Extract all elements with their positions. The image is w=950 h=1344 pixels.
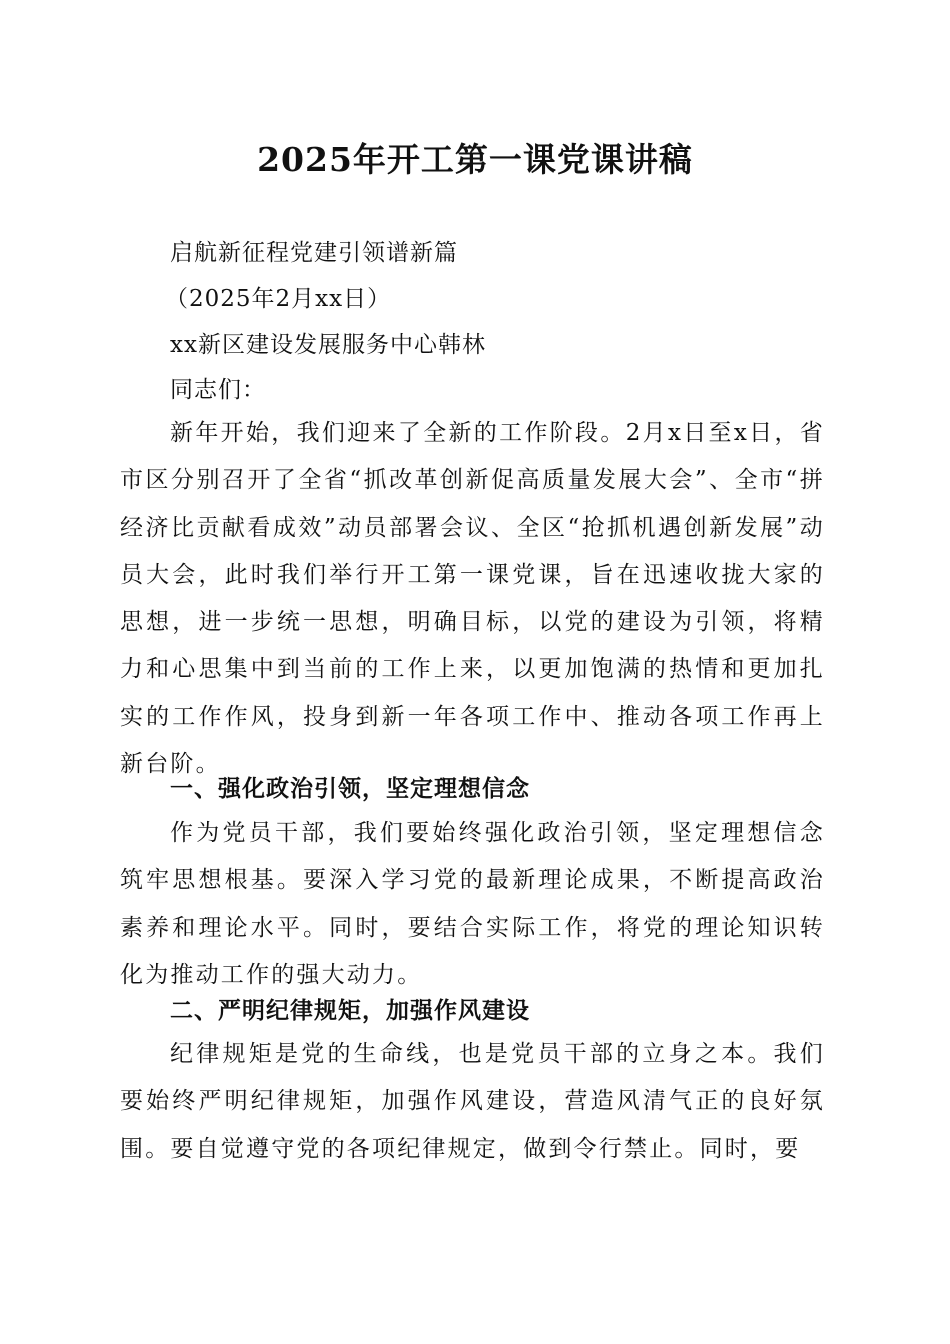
document-title: 2025年开工第一课党课讲稿 (257, 140, 693, 179)
salutation: 同志们： (170, 377, 266, 403)
document-date: （2025年2月xx日） (165, 286, 392, 312)
section-heading-2: 二、严明纪律规矩，加强作风建设 (170, 998, 530, 1024)
document-subtitle: 启航新征程党建引领谱新篇 (170, 240, 458, 266)
document-author: xx新区建设发展服务中心韩林 (170, 332, 486, 358)
paragraph-section-2: 纪律规矩是党的生命线，也是党员干部的立身之本。我们要始终严明纪律规矩，加强作风建设，营造风清气正的良好氛围。要自觉遵守党的各项纪律规定，做到令行禁止。同时，要 (120, 1041, 825, 1162)
section-heading-1: 一、强化政治引领，坚定理想信念 (170, 776, 530, 802)
paragraph-section-1: 作为党员干部，我们要始终强化政治引领，坚定理想信念筑牢思想根基。要深入学习党的最新理论成果，不断提高政治素养和理论水平。同时，要结合实际工作，将党的理论知识转化为推动工作的强大动力。 (120, 820, 825, 988)
paragraph-intro: 新年开始，我们迎来了全新的工作阶段。2月x日至x日，省市区分别召开了全省“抓改革创新促高质量发展大会”、全市“拼经济比贡献看成效”动员部署会议、全区“抢抓机遇创新发展”动员大会，此时我们举行开工第一课党课，旨在迅速收拢大家的思想，进一步统一思想，明确目标，以党的建设为引领，将精力和心思集中到当前的工作上来，以更加饱满的热情和更加扎实的工作作风，投身到新一年各项工作中、推动各项工作再上新台阶。 (120, 420, 825, 778)
